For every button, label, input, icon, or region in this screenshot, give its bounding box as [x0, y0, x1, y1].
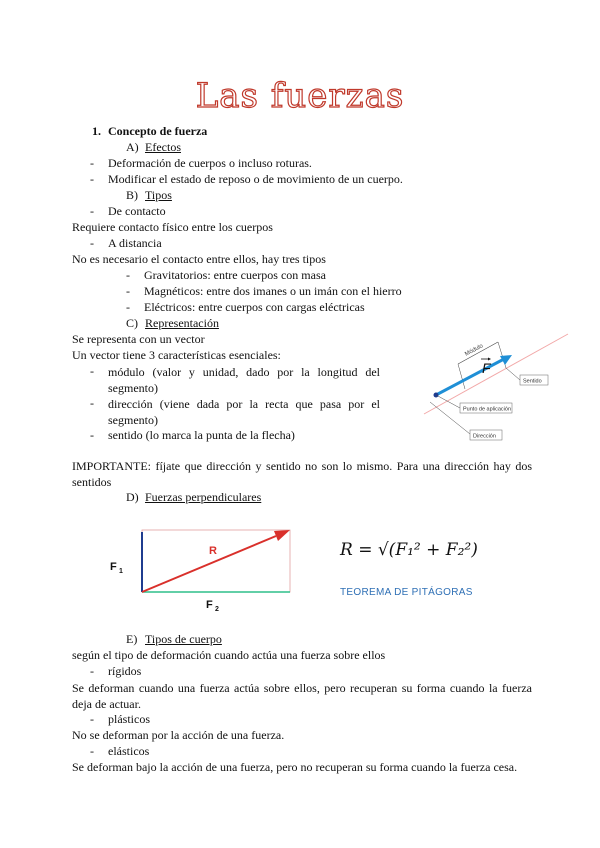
subsection-letter-c: C): [126, 316, 138, 330]
label-r: R: [209, 545, 217, 557]
direction-line: [424, 334, 568, 414]
list-item: elásticos: [108, 744, 150, 758]
subsection-heading-tipos: Tipos: [145, 188, 172, 202]
important-note: IMPORTANTE: fíjate que dirección y sentido no son lo mismo. Para una dirección hay dos sentidos: [72, 459, 532, 489]
label-f1: F: [110, 561, 117, 573]
bullet-dash: -: [90, 428, 94, 442]
subsection-heading-perpendiculares: Fuerzas perpendiculares: [145, 490, 262, 504]
label-direccion: Dirección: [473, 433, 496, 440]
label-sentido: Sentido: [523, 378, 542, 385]
vector-arrow: [436, 359, 504, 395]
subsection-heading-representacion: Representación: [145, 316, 219, 330]
subsection-letter-d: D): [126, 490, 139, 504]
paragraph: Requiere contacto físico entre los cuerpos: [72, 220, 273, 234]
subsection-letter-b: B): [126, 188, 138, 202]
subsection-letter-e: E): [126, 632, 138, 646]
bullet-dash: -: [90, 236, 94, 250]
list-item: sentido (lo marca la punta de la flecha): [108, 428, 295, 442]
bullet-dash: -: [90, 712, 94, 726]
bullet-dash: -: [90, 204, 94, 218]
bullet-dash: -: [90, 744, 94, 758]
paragraph: No se deforman por la acción de una fuerza.: [72, 728, 285, 742]
paragraph: Se representa con un vector: [72, 332, 205, 346]
label-punto-aplicacion: Punto de aplicación: [463, 406, 512, 413]
list-item: Deformación de cuerpos o incluso roturas.: [108, 156, 312, 170]
paragraph: según el tipo de deformación cuando actúa una fuerza sobre ellos: [72, 648, 386, 662]
list-item: dirección (viene dada por la recta que pasa por el segmento): [108, 397, 380, 427]
list-item: Magnéticos: entre dos imanes o un imán con el hierro: [144, 284, 402, 298]
label-modulo: Módulo: [464, 343, 485, 358]
section-number: 1.: [92, 124, 101, 138]
paragraph: No es necesario el contacto entre ellos, hay tres tipos: [72, 252, 326, 266]
bullet-dash: -: [90, 364, 94, 378]
theorem-label: TEOREMA DE PITÁGORAS: [340, 587, 473, 598]
list-item: Eléctricos: entre cuerpos con cargas eléctricas: [144, 300, 365, 314]
label-f2: F: [206, 599, 213, 611]
bullet-dash: -: [90, 396, 94, 410]
label-vector-f: F: [482, 360, 491, 376]
perpendicular-forces-diagram: [108, 524, 298, 616]
bullet-dash: -: [126, 268, 130, 282]
section-heading: Concepto de fuerza: [108, 124, 208, 138]
list-item: módulo (valor y unidad, dado por la longitud del segmento): [108, 365, 380, 395]
subsection-heading-efectos: Efectos: [145, 140, 181, 154]
list-item: rígidos: [108, 664, 142, 678]
list-item: Gravitatorios: entre cuerpos con masa: [144, 268, 326, 282]
bullet-dash: -: [90, 664, 94, 678]
arrowhead-icon: [274, 530, 290, 541]
list-item: plásticos: [108, 712, 150, 726]
bullet-dash: -: [90, 156, 94, 170]
paragraph: Se deforman bajo la acción de una fuerza, pero no recuperan su forma cuando la fuerza cesa.: [72, 760, 518, 774]
page-title: Las fuerzas: [195, 76, 405, 116]
paragraph: Se deforman cuando una fuerza actúa sobre ellos, pero recuperan su forma cuando la fuerza deja de actuar.: [72, 681, 532, 711]
subsection-heading-tipos-cuerpo: Tipos de cuerpo: [145, 632, 222, 646]
bullet-dash: -: [126, 284, 130, 298]
list-item: Modificar el estado de reposo o de movimiento de un cuerpo.: [108, 172, 403, 186]
bullet-dash: -: [90, 172, 94, 186]
bullet-dash: -: [126, 300, 130, 314]
label-f1-sub: 1: [119, 568, 123, 575]
pythagoras-formula: R = √(F₁² + F₂²): [340, 540, 478, 560]
label-f2-sub: 2: [215, 606, 219, 613]
list-item: A distancia: [108, 236, 162, 250]
list-item: De contacto: [108, 204, 166, 218]
subsection-letter-a: A): [126, 140, 139, 154]
vector-diagram: [420, 328, 570, 444]
paragraph: Un vector tiene 3 características esenciales:: [72, 348, 281, 362]
